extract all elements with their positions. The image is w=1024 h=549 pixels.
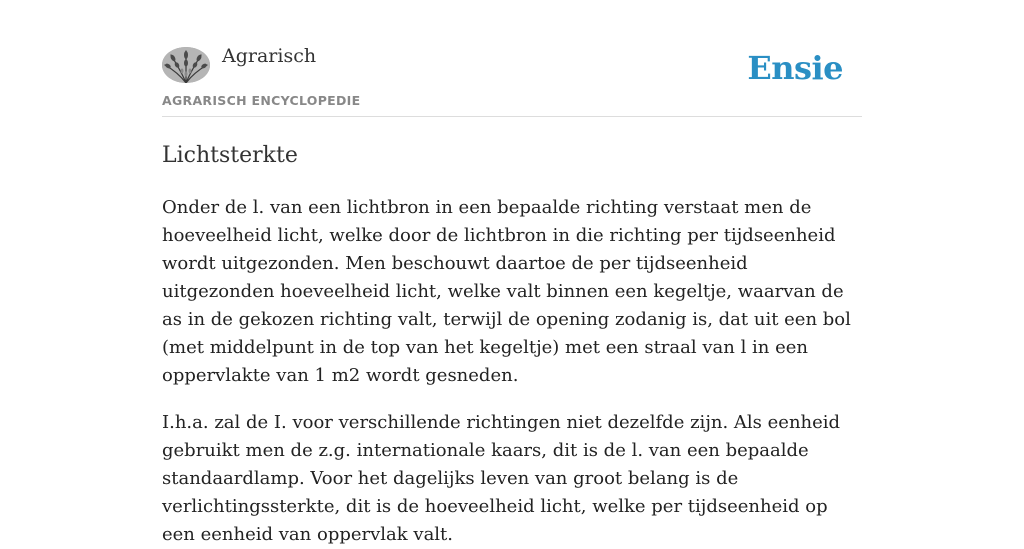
wheat-icon[interactable] bbox=[162, 47, 210, 83]
publication-name[interactable]: Agrarisch bbox=[222, 45, 317, 67]
page bbox=[162, 0, 862, 549]
page-title: Lichtsterkte bbox=[162, 143, 298, 168]
article-body bbox=[162, 194, 862, 549]
publication-subtitle: AGRARISCH ENCYCLOPEDIE bbox=[162, 93, 361, 108]
article-paragraph: Onder de l. van een lichtbron in een bepaalde richting verstaat men de hoeveelheid licht, welke door de lichtbron in die richting per tijdseenheid wordt uitgezonden. Men beschouwt daartoe de per tijdseenheid uitgezonden hoeveelheid licht, welke valt binnen een kegeltje, waarvan de as in de gekozen richting valt, terwijl de opening zodanig is, dat uit een bol (met middelpunt in de top van het kegeltje) met een straal van l in een oppervlakte van 1 m2 wordt gesneden. bbox=[162, 197, 851, 386]
header bbox=[162, 0, 862, 117]
brand-logo-link[interactable]: Ensie bbox=[747, 49, 843, 87]
article-paragraph: I.h.a. zal de I. voor verschillende richtingen niet dezelfde zijn. Als eenheid gebruikt men de z.g. internationale kaars, dit is de l. van een bepaalde standaardlamp. Voor het dagelijks leven van groot belang is de verlichtingssterkte, dit is de hoeveelheid licht, welke per tijdseenheid op een eenheid van oppervlak valt. bbox=[162, 412, 841, 545]
